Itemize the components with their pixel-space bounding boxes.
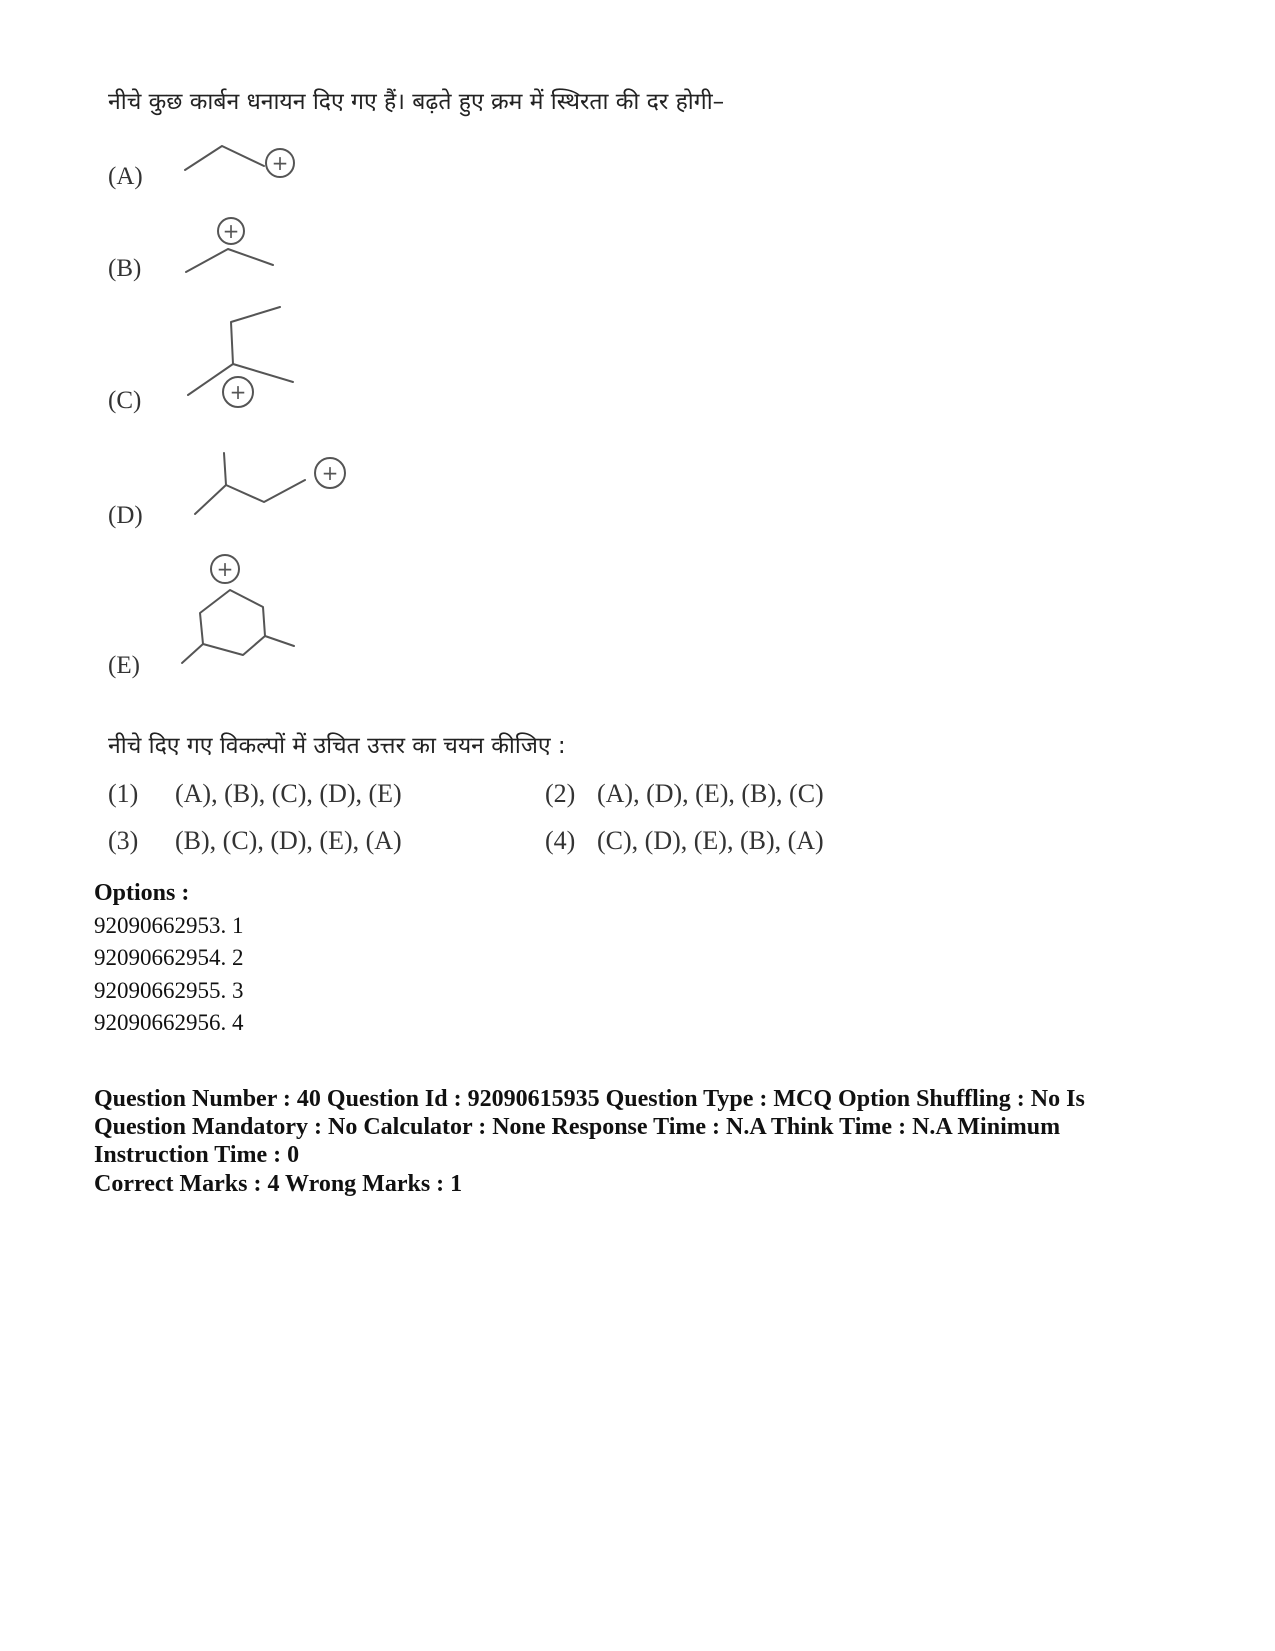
structure-label-d: (D) xyxy=(108,502,143,529)
charge-b: + xyxy=(222,219,240,243)
structure-label-e: (E) xyxy=(108,652,140,679)
structure-label-a: (A) xyxy=(108,163,143,190)
charge-a: + xyxy=(271,151,289,175)
choice-text: (B), (C), (D), (E), (A) xyxy=(175,826,402,855)
structure-label-b: (B) xyxy=(108,255,142,282)
option-item: 92090662953. 1 xyxy=(94,913,244,938)
question-meta: Question Number : 40 Question Id : 92090615935 Question Type : MCQ Option Shuffling : No Is Question Mandatory : No Calculator : None Response Time : N.A Think Time : N.A Minimum Instruction Time : 0 xyxy=(94,1086,1085,1168)
choice-text: (A), (D), (E), (B), (C) xyxy=(597,779,824,808)
choice-number: (1) xyxy=(108,779,139,808)
option-item: 92090662954. 2 xyxy=(94,945,244,970)
carbocation-structure-b xyxy=(180,215,290,285)
charge-d: + xyxy=(321,461,339,485)
choice-number: (2) xyxy=(545,779,576,808)
choice-number: (4) xyxy=(545,826,576,855)
charge-e: + xyxy=(216,557,234,581)
carbocation-structure-a xyxy=(180,140,310,190)
carbocation-structure-e xyxy=(175,550,305,670)
carbocation-structure-d xyxy=(180,440,360,525)
option-item: 92090662956. 4 xyxy=(94,1010,244,1035)
charge-c: + xyxy=(229,380,247,404)
answer-instruction: नीचे दिए गए विकल्पों में उचित उत्तर का चयन कीजिए : xyxy=(108,733,566,759)
carbocation-structure-c xyxy=(180,300,310,420)
structure-label-c: (C) xyxy=(108,387,142,414)
choice-number: (3) xyxy=(108,826,139,855)
choice-text: (A), (B), (C), (D), (E) xyxy=(175,779,402,808)
marks-info: Correct Marks : 4 Wrong Marks : 1 xyxy=(94,1171,463,1197)
option-item: 92090662955. 3 xyxy=(94,978,244,1003)
question-stem: नीचे कुछ कार्बन धनायन दिए गए हैं। बढ़ते हुए क्रम में स्थिरता की दर होगी– xyxy=(108,89,725,115)
choice-text: (C), (D), (E), (B), (A) xyxy=(597,826,824,855)
options-heading: Options : xyxy=(94,880,190,906)
